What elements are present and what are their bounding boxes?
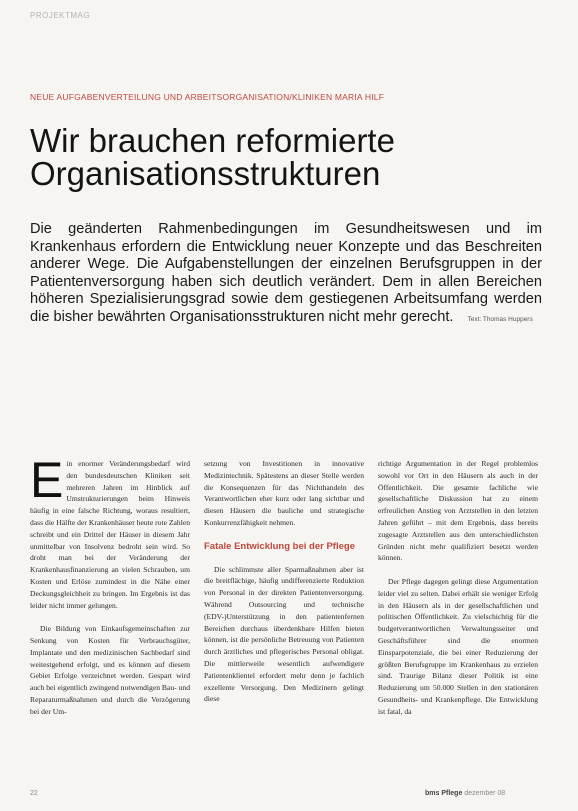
byline: Text: Thomas Huppers xyxy=(467,315,533,323)
subheading: Fatale Entwicklung bei der Pflege xyxy=(204,540,355,552)
magazine-name: bms Pflege xyxy=(425,790,463,797)
magazine-issue: dezember 08 xyxy=(464,790,506,797)
drop-cap: E xyxy=(30,452,64,508)
footer-magazine xyxy=(425,790,505,797)
col3-paragraph-2: Der Pflege dagegen gelingt diese Argumentation leider viel zu selten. Dabei erhält sie weniger Erfolg in den Häusern als in der gesellschaftlichen und politischen Öffentlichkeit. Zu vielschichtig für die budgetverantwortlichen Verwaltungsseiter und Geschäftsführer sind die enormen Einsparpotenziale, die bei einer Reduzierung der größten Berufsgruppe im Krankenhaus zu erzielen sind. Traurige Bilanz dieser Politik ist eine Reduzierung um 50.000 Stellen in den stationären Gesundheits- und Krankenpflege. Die Entwicklung ist fatal, da xyxy=(378,576,538,716)
col3-paragraph-1: richtige Argumentation in der Regel problemlos sowohl vor Ort in den Häusern als auch in der Öffentlichkeit. Die gesamte fachliche wie gesellschaftliche Diskussion hat zu einem erfreulichen Anstieg von Arztstellen in den letzten Jahren geführt – mit dem Ergebnis, dass bereits zugesagte Arztstellen aus den unterschiedlichsten Gründen nicht mehr qualifiziert besetzt werden können. xyxy=(378,459,538,563)
col1-paragraph-1: in enormer Veränderungsbedarf wird den bundesdeutschen Kliniken seit mehreren Jahren im Hinblick auf Umstrukturierungen beim Hinweis häufig in eine falsche Richtung, woraus resultiert, dass die Hälfte der Krankenhäuser heute rote Zahlen schreibt und ein Drittel der Häuser in diesem Jahr unmittelbar von Insolvenz bedroht sein wird. So droht man bei der Veränderung der Krankenhausfinanzierung an vielen Schrauben, um Kosten und Erlöse zumindest in die Nähe einer Deckungsgleichheit zu bringen. Im Ergebnis ist das leider nicht immer gelungen. xyxy=(30,459,190,610)
lead-text: Die geänderten Rahmenbedingungen im Gesundheitswesen und im Krankenhaus erfordern die Entwicklung neuer Konzepte und das Beschreiten anderer Wege. Die Aufgabenstellungen der einzelnen Berufsgruppen in der Patientenversorgung haben sich deutlich verändert. Dem in allen Bereichen höheren Spezialisierungsgrad sowie dem gestiegenen Arbeitsumfang werden die bisher bewährten Organisationsstrukturen nicht mehr gerecht. xyxy=(30,221,542,325)
body-column-3 xyxy=(378,458,538,729)
lead-paragraph xyxy=(30,221,542,329)
article-title: Wir brauchen reformierte Organisationsstrukturen xyxy=(30,122,395,192)
body-column-1 xyxy=(30,452,190,729)
col2-paragraph-2: Die schlimmste aller Sparmaßnahmen aber ist die breitflächige, häufig undifferenzierte Reduktion von Personal in der direkten Patientenversorgung. Während Outsourcing und technische (EDV-)Unterstützung in den patientenfernen Bereichen durchaus überdenkbare Hilfen bieten können, ist die persönliche Betreuung von Patienten durch ärztliches und pflegerisches Personal obligat. Die mittlerweile wesentlich aufwendigere Patientenklientel erfordert mehr denn je fachlich exzellente Versorgung. Den Medizinern gelingt diese xyxy=(204,564,364,704)
col1-paragraph-2: Die Bildung von Einkaufsgemeinschaften zur Senkung von Kosten für Verbrauchsgüter, Implantate und den medizinischen Sachbedarf sind weitestgehend erfolgt, und es können auf diesem Gebiet Erfolge verzeichnet werden. Gespart wird auch bei eigentlich zwingend notwendigen Bau- und Reparaturmaßnahmen und durch die Verzögerung bei der Um- xyxy=(30,624,190,716)
col2-paragraph-1: setzung von Investitionen in innovative Medizintechnik. Spätestens an dieser Stelle werden die Konsequenzen für das Nichthandeln des Verantwortlichen eher kurz oder lang sichtbar und diesen Häusern die bauliche und strategische Konkurrenzfähigkeit nehmen. xyxy=(204,459,364,527)
page-number: 22 xyxy=(30,790,38,797)
section-tag: PROJEKTMAG xyxy=(30,11,91,20)
body-column-2 xyxy=(204,458,364,717)
article-kicker: NEUE AUFGABENVERTEILUNG UND ARBEITSORGANISATION/KLINIKEN MARIA HILF xyxy=(30,92,385,102)
